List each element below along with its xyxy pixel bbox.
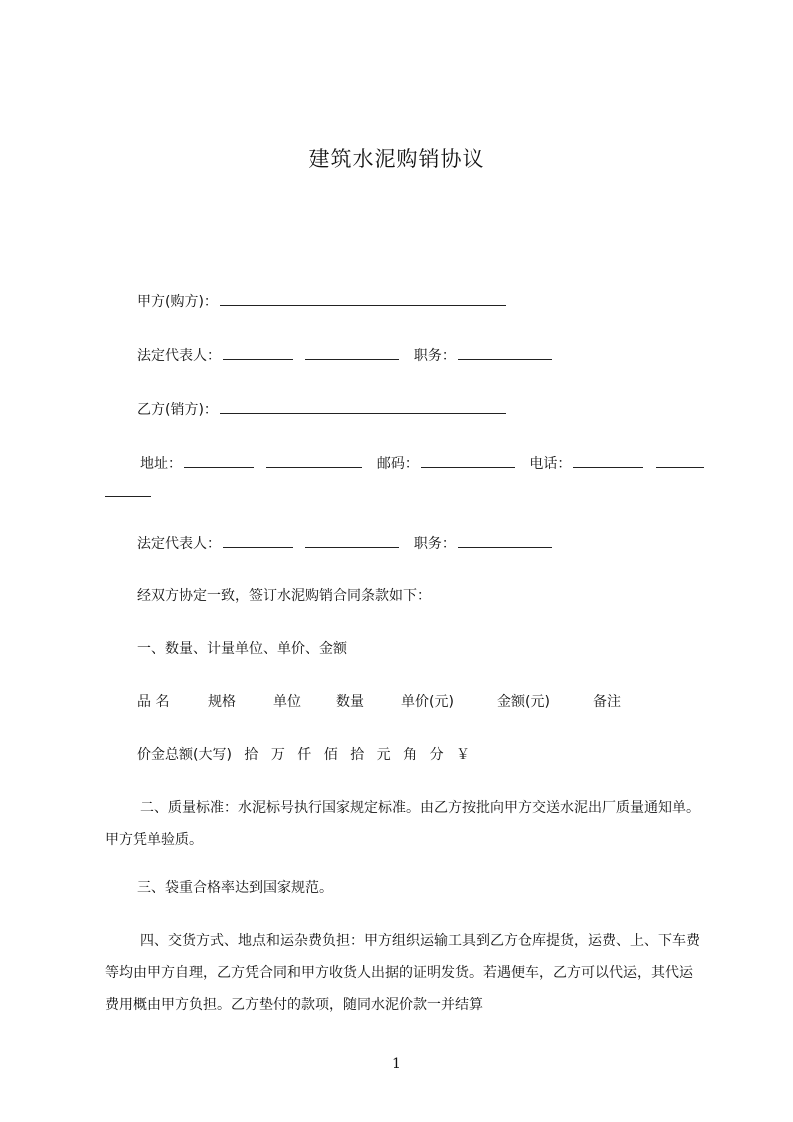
column-header-quantity: 数量 (336, 694, 364, 710)
party-a-rep-label: 法定代表人： (137, 348, 221, 364)
total-label: 价金总额(大写) (137, 747, 232, 763)
column-header-unit: 单位 (273, 694, 301, 710)
party-b-rep-line (137, 533, 554, 554)
party-b-position-blank[interactable] (458, 533, 552, 548)
total-unit-shi-2: 拾 (350, 747, 365, 763)
party-b-address-label: 地址： (140, 456, 182, 472)
total-unit-wan: 万 (270, 747, 285, 763)
party-b-contact-line (140, 453, 706, 474)
page-number: 1 (392, 1056, 401, 1072)
party-a-rep-blank-2[interactable] (305, 345, 399, 360)
party-a-position-label: 职务： (413, 348, 456, 364)
total-amount-row (137, 745, 478, 765)
column-header-name: 品 名 (137, 694, 170, 710)
phone-continuation (105, 482, 151, 503)
party-a-rep-blank-1[interactable] (223, 345, 293, 360)
party-a-line (137, 291, 508, 312)
total-unit-fen: 分 (429, 747, 444, 763)
party-b-position-label: 职务： (413, 536, 456, 552)
section3-paragraph: 三、袋重合格率达到国家规范。 (137, 880, 333, 896)
total-unit-yen-sign: ￥ (456, 747, 471, 763)
total-unit-qian: 仟 (297, 747, 312, 763)
section2-paragraph: 二、质量标准：水泥标号执行国家规定标准。由乙方按批向甲方交送水泥出厂质量通知单。甲方凭单验质。 (105, 800, 700, 848)
phone-blank-2[interactable] (656, 453, 704, 468)
phone-blank-1[interactable] (573, 453, 643, 468)
party-b-rep-blank-1[interactable] (223, 533, 293, 548)
party-a-rep-line (137, 345, 554, 366)
column-header-spec: 规格 (208, 694, 236, 710)
intro-text: 经双方协定一致，签订水泥购销合同条款如下： (137, 588, 431, 604)
document-title: 建筑水泥购销协议 (308, 147, 485, 171)
postcode-blank[interactable] (421, 453, 515, 468)
section4-paragraph: 四、交货方式、地点和运杂费负担：甲方组织运输工具到乙方仓库提货，运费、上、下车费等均由甲方自理，乙方凭合同和甲方收货人出据的证明发货。若遇便车，乙方可以代运，其代运费用概由甲方负担。乙方垫付的款项，随同水泥价款一并结算 (105, 933, 700, 1013)
total-unit-bai: 佰 (323, 747, 338, 763)
address-blank-2[interactable] (266, 453, 362, 468)
column-header-amount: 金额(元) (497, 694, 550, 710)
party-b-rep-blank-2[interactable] (305, 533, 399, 548)
column-header-remarks: 备注 (593, 694, 621, 710)
party-a-position-blank[interactable] (458, 345, 552, 360)
postcode-label: 邮码： (376, 456, 419, 472)
phone-blank-3[interactable] (105, 482, 151, 497)
total-unit-yuan: 元 (376, 747, 391, 763)
total-unit-jiao: 角 (403, 747, 418, 763)
party-a-blank[interactable] (220, 291, 506, 306)
party-a-label: 甲方(购方)： (137, 294, 218, 310)
section1-heading: 一、数量、计量单位、单价、金额 (137, 641, 347, 657)
party-b-rep-label: 法定代表人： (137, 536, 221, 552)
party-b-line (137, 399, 508, 420)
column-header-unit-price: 单价(元) (401, 694, 454, 710)
party-b-label: 乙方(销方)： (137, 402, 218, 418)
address-blank-1[interactable] (184, 453, 254, 468)
phone-label: 电话： (529, 456, 572, 472)
party-b-blank[interactable] (220, 399, 506, 414)
total-unit-shi-1: 拾 (244, 747, 259, 763)
